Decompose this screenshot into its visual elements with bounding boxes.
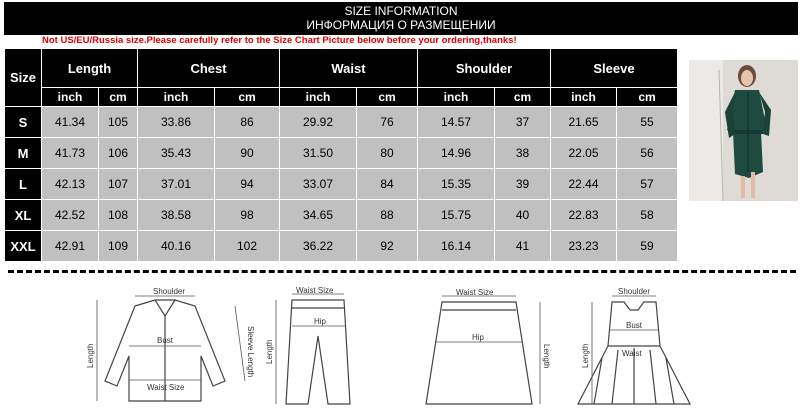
- length-header: Length: [42, 49, 138, 88]
- table-row: [5, 231, 678, 262]
- skirt-outline: [426, 302, 532, 404]
- dress-length-label: Length: [581, 343, 590, 368]
- skirt-length-label: Length: [542, 344, 551, 369]
- sleeve-header: Sleeve: [551, 49, 678, 88]
- sleeve-inch-unit-header: inch: [551, 88, 617, 107]
- pants-diagram: [262, 286, 362, 414]
- length-inch-cell: 41.34: [42, 107, 99, 138]
- pants-waist-label: Waist Size: [296, 286, 334, 295]
- chest-cm-cell: 94: [215, 169, 280, 200]
- chest-inch-cell: 38.58: [138, 200, 215, 231]
- sleeve-cm-cell: 59: [617, 231, 678, 262]
- length-cm-unit-header: cm: [99, 88, 138, 107]
- pants-length-label: Length: [265, 339, 274, 364]
- sleeve-cm-unit-header: cm: [617, 88, 678, 107]
- dress-bust-label: Bust: [626, 321, 643, 330]
- size-label: XXL: [5, 231, 42, 262]
- table-row: [5, 169, 678, 200]
- length-inch-cell: 42.13: [42, 169, 99, 200]
- size-chart-table: [4, 48, 678, 262]
- shoulder-inch-cell: 14.96: [418, 138, 495, 169]
- chest-inch-cell: 33.86: [138, 107, 215, 138]
- size-information-header: [4, 2, 798, 35]
- chest-cm-cell: 102: [215, 231, 280, 262]
- length-inch-cell: 42.91: [42, 231, 99, 262]
- waist-cm-unit-header: cm: [357, 88, 418, 107]
- length-inch-cell: 41.73: [42, 138, 99, 169]
- dress-waist-label: Waist: [622, 349, 642, 358]
- size-label: L: [5, 169, 42, 200]
- length-cm-cell: 105: [99, 107, 138, 138]
- shoulder-header: Shoulder: [418, 49, 551, 88]
- shirt-length-label: Length: [86, 343, 95, 368]
- sleeve-inch-cell: 22.44: [551, 169, 617, 200]
- chest-header: Chest: [138, 49, 280, 88]
- shoulder-cm-cell: 37: [495, 107, 551, 138]
- waist-inch-cell: 33.07: [280, 169, 357, 200]
- chest-inch-unit-header: inch: [138, 88, 215, 107]
- shoulder-cm-cell: 38: [495, 138, 551, 169]
- chest-cm-cell: 98: [215, 200, 280, 231]
- shoulder-inch-unit-header: inch: [418, 88, 495, 107]
- length-cm-cell: 107: [99, 169, 138, 200]
- waist-header: Waist: [280, 49, 418, 88]
- shoulder-inch-cell: 15.75: [418, 200, 495, 231]
- sleeve-cm-cell: 55: [617, 107, 678, 138]
- sleeve-cm-cell: 56: [617, 138, 678, 169]
- waist-cm-cell: 88: [357, 200, 418, 231]
- waist-cm-cell: 80: [357, 138, 418, 169]
- waist-inch-cell: 36.22: [280, 231, 357, 262]
- photo-wall: [689, 60, 723, 201]
- size-label: XL: [5, 200, 42, 231]
- dress-diagram: [572, 286, 702, 414]
- size-notice: [4, 35, 798, 47]
- chest-cm-cell: 90: [215, 138, 280, 169]
- size-notice-text: Not US/EU/Russia size.Please carefully refer to the Size Chart Picture below before your ordering,thanks!: [42, 35, 517, 46]
- model-face: [741, 70, 753, 86]
- dress-shoulder-label: Shoulder: [618, 287, 651, 296]
- shoulder-cm-unit-header: cm: [495, 88, 551, 107]
- waist-inch-cell: 31.50: [280, 138, 357, 169]
- shirt-collar: [155, 300, 175, 316]
- sleeve-inch-cell: 23.23: [551, 231, 617, 262]
- length-inch-cell: 42.52: [42, 200, 99, 231]
- chest-cm-cell: 86: [215, 107, 280, 138]
- header-title-english: SIZE INFORMATION: [344, 4, 458, 18]
- waist-inch-unit-header: inch: [280, 88, 357, 107]
- section-divider: [8, 270, 796, 273]
- shirt-sleeve-arrow: [235, 306, 245, 381]
- sleeve-cm-cell: 58: [617, 200, 678, 231]
- length-inch-unit-header: inch: [42, 88, 99, 107]
- chest-cm-unit-header: cm: [215, 88, 280, 107]
- table-row: [5, 107, 678, 138]
- shoulder-inch-cell: 15.35: [418, 169, 495, 200]
- size-label: S: [5, 107, 42, 138]
- waist-inch-cell: 34.65: [280, 200, 357, 231]
- pants-hip-label: Hip: [314, 317, 327, 326]
- shirt-bust-label: Bust: [157, 336, 174, 345]
- sleeve-inch-cell: 21.65: [551, 107, 617, 138]
- table-row: [5, 138, 678, 169]
- skirt-diagram: [420, 286, 550, 414]
- shoulder-inch-cell: 14.57: [418, 107, 495, 138]
- size-column-header: Size: [5, 49, 42, 107]
- pants-outline: [286, 300, 350, 404]
- chest-inch-cell: 35.43: [138, 138, 215, 169]
- waist-cm-cell: 92: [357, 231, 418, 262]
- length-cm-cell: 106: [99, 138, 138, 169]
- chest-inch-cell: 37.01: [138, 169, 215, 200]
- shoulder-cm-cell: 40: [495, 200, 551, 231]
- length-cm-cell: 109: [99, 231, 138, 262]
- sleeve-cm-cell: 57: [617, 169, 678, 200]
- skirt-waist-label: Waist Size: [456, 288, 494, 297]
- waist-inch-cell: 29.92: [280, 107, 357, 138]
- shirt-waist-label: Waist Size: [147, 383, 185, 392]
- waist-cm-cell: 76: [357, 107, 418, 138]
- shoulder-cm-cell: 39: [495, 169, 551, 200]
- shirt-diagram: [85, 286, 260, 414]
- sleeve-inch-cell: 22.83: [551, 200, 617, 231]
- size-label: M: [5, 138, 42, 169]
- sleeve-inch-cell: 22.05: [551, 138, 617, 169]
- skirt-hip-label: Hip: [472, 333, 485, 342]
- header-title-russian: ИНФОРМАЦИЯ О РАЗМЕЩЕНИИ: [306, 18, 496, 32]
- table-row: [5, 200, 678, 231]
- shirt-sleeve-label: Sleeve Length: [246, 326, 255, 378]
- model-leg-left: [741, 176, 745, 198]
- chest-inch-cell: 40.16: [138, 231, 215, 262]
- shirt-shoulder-label: Shoulder: [153, 287, 186, 296]
- shoulder-cm-cell: 41: [495, 231, 551, 262]
- model-dress-photo: [689, 60, 798, 201]
- model-leg-right: [751, 172, 755, 198]
- length-cm-cell: 108: [99, 200, 138, 231]
- shoulder-inch-cell: 16.14: [418, 231, 495, 262]
- waist-cm-cell: 84: [357, 169, 418, 200]
